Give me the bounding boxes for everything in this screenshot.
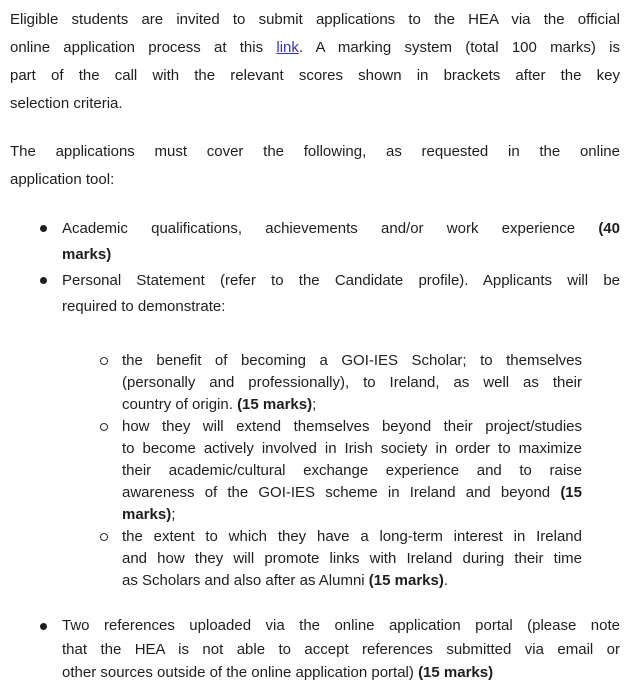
requirements-paragraph [10,138,620,194]
bullet-disc-icon [38,614,62,685]
text-run: to become actively involved in Irish society in order to maximize [122,440,582,457]
text-line [10,166,620,194]
text-line [62,661,620,685]
text-line [62,294,620,320]
subbullet-long-term-interest [98,526,582,592]
bold-text-run: marks) [122,506,172,523]
text-line [62,242,620,268]
bullet-circle-icon [98,416,122,526]
bold-text-run: (15 [560,484,582,501]
bullet-disc-icon [38,216,62,268]
text-line [122,438,582,460]
text-line [10,90,620,118]
text-run: the extent to which they have a long-term interest in Ireland [122,528,582,545]
text-run: country of origin. [122,396,238,413]
text-line [10,6,620,34]
bullet-content [62,268,620,320]
bullet-circle-icon [98,350,122,416]
text-run: awareness of the GOI-IES scheme in Ireland and beyond [122,484,561,501]
text-line [122,504,582,526]
text-line [10,34,620,62]
bullet-personal-statement [38,268,620,320]
text-run: Academic qualifications, achievements and/or work experience [62,220,599,237]
text-line [10,62,620,90]
bold-text-run: (15 marks) [418,664,494,681]
bullet-content [122,416,582,526]
text-run: Eligible students are invited to submit applications to the HEA via the official [10,11,620,28]
subbullet-extend-themselves [98,416,582,526]
bullet-content [122,526,582,592]
text-line [122,394,582,416]
text-run: online application process at this [10,39,277,56]
text-line [122,350,582,372]
online-application-link[interactable]: link [276,39,299,56]
text-run: selection criteria. [10,95,123,112]
text-run: part of the call with the relevant scores shown in brackets after the key [10,67,620,84]
bullet-academic-qualifications [38,216,620,268]
text-run: how they will extend themselves beyond their project/studies [122,418,582,435]
text-run: The applications must cover the following, as requested in the online [10,143,620,160]
intro-paragraph [10,6,620,118]
text-line [122,460,582,482]
text-run: their academic/cultural exchange experience and to raise [122,462,582,479]
text-line [62,268,620,294]
bullet-content [122,350,582,416]
text-line [122,372,582,394]
text-line [62,614,620,638]
bullet-content [62,216,620,268]
text-run: application tool: [10,171,115,188]
text-line [122,416,582,438]
bullet-content [62,614,620,685]
text-line [122,570,582,592]
text-line [122,526,582,548]
bold-text-run: (40 [598,220,620,237]
text-run: Two references uploaded via the online application portal (please note [62,617,620,634]
text-line [122,548,582,570]
text-run: ; [171,506,176,523]
bold-text-run: (15 marks) [368,572,444,589]
text-run: required to demonstrate: [62,298,226,315]
text-line [10,138,620,166]
bold-text-run: (15 marks) [237,396,313,413]
text-run: other sources outside of the online application portal) [62,664,419,681]
text-run: and how they will promote links with Ireland during their time [122,550,582,567]
bullet-circle-icon [98,526,122,592]
text-run: (personally and professionally), to Ireland, as well as their [122,374,582,391]
text-run: . [443,572,449,589]
subbullet-benefit-of-becoming-scholar [98,350,582,416]
bold-text-run: marks) [62,246,112,263]
text-run: . A marking system (total 100 marks) is [298,39,620,56]
text-run: that the HEA is not able to accept references submitted via email or [62,640,620,658]
text-run: the benefit of becoming a GOI-IES Scholar; to themselves [122,352,582,369]
text-line [122,482,582,504]
text-run: ; [312,396,317,413]
bullet-two-references [38,614,620,685]
text-run: as Scholars and also after as Alumni [122,572,369,589]
text-run: Personal Statement (refer to the Candidate profile). Applicants will be [62,272,620,289]
bullet-disc-icon [38,268,62,320]
text-line [62,638,620,662]
text-line [62,216,620,242]
